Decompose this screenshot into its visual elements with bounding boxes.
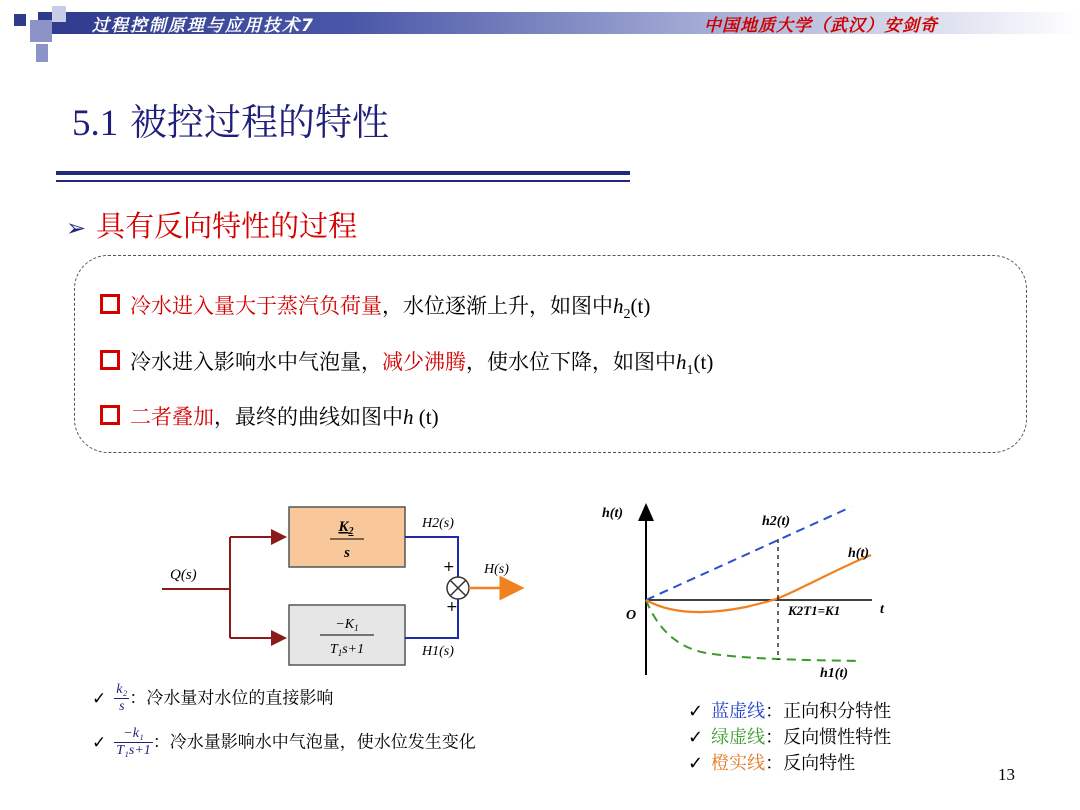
note-2-text: ：冷水量影响水中气泡量，使水位发生变化 xyxy=(152,732,476,753)
plot-h-label: h(t) xyxy=(848,546,869,561)
plot-crossing-label: K2T1=K1 xyxy=(788,603,841,618)
checkmark-icon: ✓ xyxy=(92,732,107,753)
point-2-red: 减少沸腾 xyxy=(382,350,466,374)
checkmark-icon: ✓ xyxy=(688,701,704,722)
legend-green-desc: ：反向惯性特性 xyxy=(765,727,892,748)
plot-origin: O xyxy=(626,608,637,623)
title-rule-thin xyxy=(56,180,630,182)
page-title xyxy=(72,92,389,146)
block-diagram xyxy=(150,495,540,675)
point-3 xyxy=(100,401,439,431)
plus-top: + xyxy=(443,559,455,575)
block-bottom-num: $-K_1$ xyxy=(335,617,359,633)
point-2-text-a: 冷水进入影响水中气泡量， xyxy=(130,350,382,374)
legend-orange xyxy=(688,749,855,775)
point-2-math: $h_1(t)$ xyxy=(676,350,714,379)
signal-bottom-label: H1(s) xyxy=(422,644,454,659)
title-text: 被控过程的特性 xyxy=(130,101,390,144)
checkbox-bullet-icon xyxy=(100,405,120,425)
section-heading xyxy=(66,204,357,245)
section-heading-text: 具有反向特性的过程 xyxy=(96,209,358,243)
block-top-num: $K_2$ xyxy=(338,519,354,537)
checkbox-bullet-icon xyxy=(100,294,120,314)
input-label: Q(s) xyxy=(170,567,197,583)
note-1-fraction: $\frac{\text{k₂}}{s}$ xyxy=(116,682,128,714)
checkmark-icon: ✓ xyxy=(688,727,704,748)
point-2 xyxy=(100,346,713,379)
note-2-fraction: $\frac{\text{−k₁}}{\text{T₁s+1}}$ xyxy=(116,726,151,758)
signal-top-label: H2(s) xyxy=(422,516,454,531)
legend-blue xyxy=(688,697,891,723)
plot-y-label: h(t) xyxy=(602,506,623,521)
checkmark-icon: ✓ xyxy=(92,688,107,709)
point-1-math: $h_2(t)$ xyxy=(613,294,651,323)
title-number: 5.1 xyxy=(72,103,119,144)
note-1 xyxy=(92,682,333,715)
title-rule-thick xyxy=(56,171,630,175)
point-1-text: ，水位逐渐上升，如图中 xyxy=(382,294,613,318)
note-2 xyxy=(92,726,476,759)
output-label: H(s) xyxy=(484,562,509,577)
block-bottom-den: $T_1s+1$ xyxy=(329,642,365,658)
legend-green-label: 绿虚线 xyxy=(711,727,766,748)
response-plot xyxy=(596,495,906,687)
plot-x-label: t xyxy=(880,602,884,617)
legend-green xyxy=(688,723,891,749)
checkmark-icon: ✓ xyxy=(688,753,704,774)
note-1-text: ：冷水量对水位的直接影响 xyxy=(129,688,334,709)
author-text: 中国地质大学（武汉）安剑奇 xyxy=(704,16,938,36)
arrow-bullet-icon: ➢ xyxy=(66,214,87,242)
plus-bottom: + xyxy=(446,599,458,615)
plot-h2-label: h2(t) xyxy=(762,514,790,529)
point-1 xyxy=(100,290,650,323)
curve-h2 xyxy=(646,507,851,600)
plot-h1-label: h1(t) xyxy=(820,666,848,681)
page-number: 13 xyxy=(998,765,1015,784)
block-top-den: s xyxy=(344,545,350,561)
course-title: 过程控制原理与应用技术7 xyxy=(92,16,315,36)
point-1-red: 冷水进入量大于蒸汽负荷量 xyxy=(130,294,382,318)
legend-blue-desc: ：正向积分特性 xyxy=(765,701,892,722)
point-3-text: ，最终的曲线如图中 xyxy=(214,405,403,429)
point-2-text-b: ，使水位下降，如图中 xyxy=(466,350,676,374)
point-3-math: h (t) xyxy=(403,405,439,429)
legend-orange-label: 橙实线 xyxy=(711,753,766,774)
checkbox-bullet-icon xyxy=(100,350,120,370)
point-3-red: 二者叠加 xyxy=(130,405,214,429)
legend-orange-desc: ：反向特性 xyxy=(765,753,856,774)
legend-blue-label: 蓝虚线 xyxy=(711,701,766,722)
